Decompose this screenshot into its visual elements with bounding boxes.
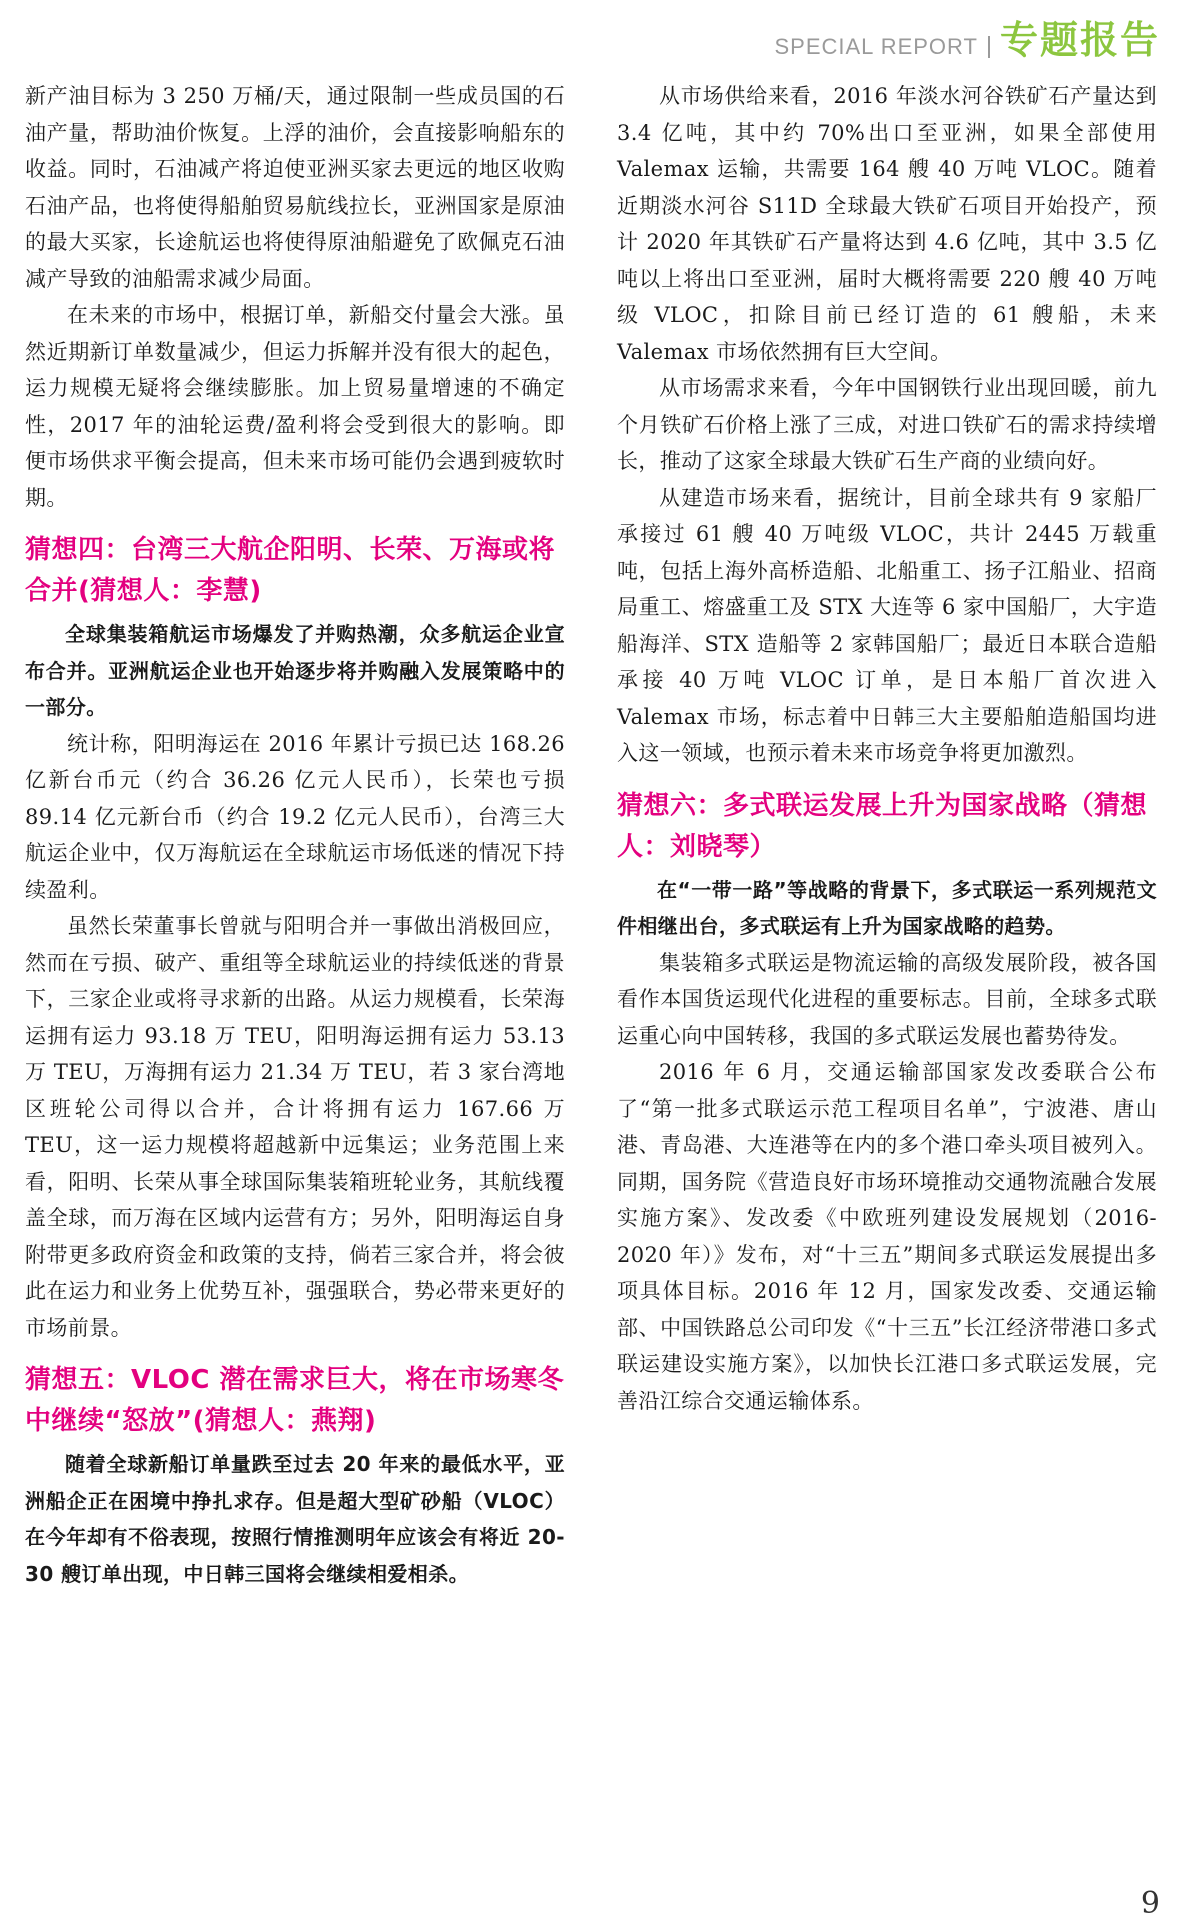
paragraph: 新产油目标为 3 250 万桶/天，通过限制一些成员国的石油产量，帮助油价恢复。上浮的油价，会直接影响船东的收益。同时，石油减产将迫使亚洲买家去更远的地区收购石油产品，也将使得船舶贸易航线拉长，亚洲国家是原油的最大买家，长途航运也将使得原油船避免了欧佩克石油减产导致的油船需求减少局面。 bbox=[25, 84, 565, 291]
paragraph: 从市场供给来看，2016 年淡水河谷铁矿石产量达到 3.4 亿吨，其中约 70%出口至亚洲，如果全部使用 Valemax 运输，共需要 164 艘 40 万吨 VLOC。随着近期淡水河谷 S11D 全球最大铁矿石项目开始投产，预计 2020 年其铁矿石产量将达到 4.6 亿吨，其中 3.5 亿吨以上将出口至亚洲，届时大概将需要 220 艘 40 万吨级 VLOC，扣除目前已经订造的 61 艘船，未来 Valemax 市场依然拥有巨大空间。 bbox=[617, 84, 1157, 364]
page-header bbox=[774, 14, 1160, 64]
paragraph: 集装箱多式联运是物流运输的高级发展阶段，被各国看作本国货运现代化进程的重要标志。目前，全球多式联运重心向中国转移，我国的多式联运发展也蓄势待发。 bbox=[617, 950, 1157, 1048]
left-column bbox=[25, 78, 565, 1592]
header-divider bbox=[988, 36, 990, 58]
section-label: SPECIAL REPORT bbox=[774, 34, 978, 59]
section-heading: 猜想五：VLOC 潜在需求巨大，将在市场寒冬中继续“怒放”(猜想人：燕翔) bbox=[25, 1365, 564, 1436]
page-number: 9 bbox=[1140, 1886, 1160, 1921]
section-heading: 猜想四：台湾三大航企阳明、长荣、万海或将合并(猜想人：李慧) bbox=[25, 535, 556, 606]
paragraph: 统计称，阳明海运在 2016 年累计亏损已达 168.26 亿新台币元（约合 36.26 亿元人民币），长荣也亏损 89.14 亿元新台币（约合 19.2 亿元人民币），台湾三大航运企业中，仅万海航运在全球航运市场低迷的情况下持续盈利。 bbox=[25, 731, 565, 902]
paragraph: 从建造市场来看，据统计，目前全球共有 9 家船厂承接过 61 艘 40 万吨级 VLOC，共计 2445 万载重吨，包括上海外高桥造船、北船重工、扬子江船业、招商局重工、熔盛重工及 STX 大连等 6 家中国船厂，大宇造船海洋、STX 造船等 2 家韩国船厂；最近日本联合造船承接 40 万吨 VLOC 订单，是日本船厂首次进入 Valemax 市场，标志着中日韩三大主要船舶造船国均进入这一领域，也预示着未来市场竞争将更加激烈。 bbox=[617, 485, 1157, 765]
paragraph: 虽然长荣董事长曾就与阳明合并一事做出消极回应，然而在亏损、破产、重组等全球航运业的持续低迷的背景下，三家企业或将寻求新的出路。从运力规模看，长荣海运拥有运力 93.18 万 TEU，阳明海运拥有运力 53.13 万 TEU，万海拥有运力 21.34 万 TEU，若 3 家台湾地区班轮公司得以合并，合计将拥有运力 167.66 万 TEU，这一运力规模将超越新中远集运；业务范围上来看，阳明、长荣从事全球国际集装箱班轮业务，其航线覆盖全球，而万海在区域内运营有方；另外，阳明海运自身附带更多政府资金和政策的支持，倘若三家合并，将会彼此在运力和业务上优势互补，强强联合，势必带来更好的市场前景。 bbox=[25, 914, 565, 1340]
right-column bbox=[617, 78, 1157, 1419]
section-title: 专题报告 bbox=[999, 18, 1160, 62]
lead-paragraph: 在“一带一路”等战略的背景下，多式联运一系列规范文件相继出台，多式联运有上升为国家战略的趋势。 bbox=[617, 877, 1157, 938]
paragraph: 从市场需求来看，今年中国钢铁行业出现回暖，前九个月铁矿石价格上涨了三成，对进口铁矿石的需求持续增长，推动了这家全球最大铁矿石生产商的业绩向好。 bbox=[617, 376, 1157, 473]
lead-paragraph: 全球集装箱航运市场爆发了并购热潮，众多航运企业宣布合并。亚洲航运企业也开始逐步将并购融入发展策略中的一部分。 bbox=[25, 622, 565, 719]
paragraph: 在未来的市场中，根据订单，新船交付量会大涨。虽然近期新订单数量减少，但运力拆解并没有很大的起色，运力规模无疑将会继续膨胀。加上贸易量增速的不确定性，2017 年的油轮运费/盈利将会受到很大的影响。即便市场供求平衡会提高，但未来市场可能仍会遇到疲软时期。 bbox=[25, 303, 565, 510]
paragraph: 2016 年 6 月，交通运输部国家发改委联合公布了“第一批多式联运示范工程项目名单”，宁波港、唐山港、青岛港、大连港等在内的多个港口牵头项目被列入。同期，国务院《营造良好市场环境推动交通物流融合发展实施方案》、发改委《中欧班列建设发展规划（2016-2020 年）》发布，对“十三五”期间多式联运发展提出多项具体目标。2016 年 12 月，国家发改委、交通运输部、中国铁路总公司印发《“十三五”长江经济带港口多式联运建设实施方案》，以加快长江港口多式联运发展，完善沿江综合交通运输体系。 bbox=[617, 1060, 1157, 1413]
section-heading: 猜想六：多式联运发展上升为国家战略（猜想人：刘晓琴） bbox=[617, 790, 1148, 862]
lead-paragraph: 随着全球新船订单量跌至过去 20 年来的最低水平，亚洲船企正在困境中挣扎求存。但是超大型矿砂船（VLOC）在今年却有不俗表现，按照行情推测明年应该会有将近 20-30 艘订单出现，中日韩三国将会继续相爱相杀。 bbox=[25, 1452, 565, 1586]
